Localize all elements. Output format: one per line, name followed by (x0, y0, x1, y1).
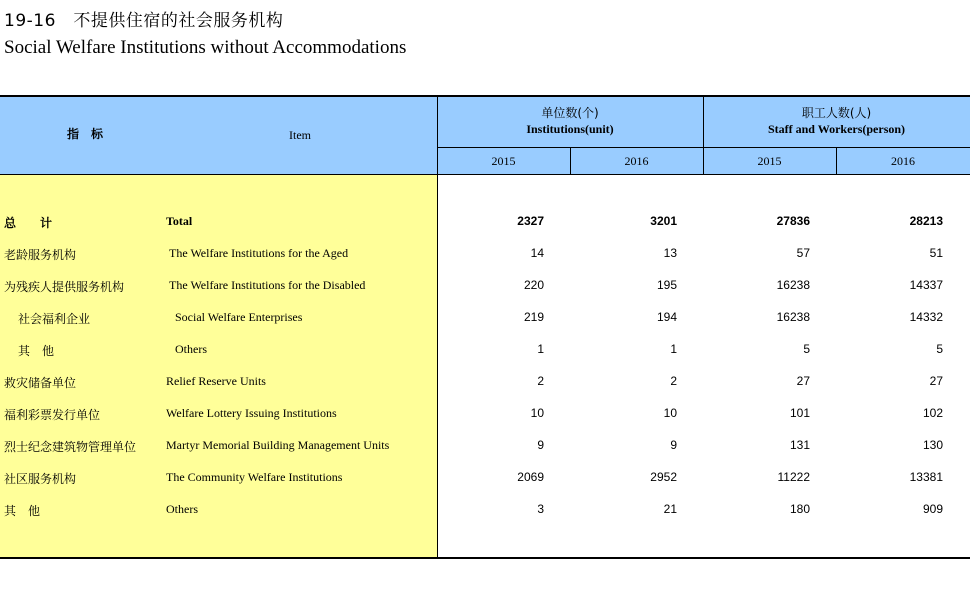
cell-inst-2016: 195 (656, 278, 677, 292)
data-table (0, 95, 970, 559)
cell-staff-2015: 180 (789, 502, 810, 516)
table-top-border (0, 95, 970, 97)
row-label-cn: 其 他 (4, 504, 41, 518)
cell-inst-2015: 1 (537, 342, 544, 356)
row-label-en: The Community Welfare Institutions (166, 470, 343, 484)
row-label-cn: 其 他 (18, 344, 55, 358)
table-row (0, 238, 970, 270)
row-label-cn: 总 计 (4, 216, 53, 230)
table-row (0, 302, 970, 334)
table-row (0, 462, 970, 494)
row-label-en: Total (166, 214, 193, 228)
cell-staff-2016: 51 (929, 246, 943, 260)
cell-staff-2016: 909 (922, 502, 943, 516)
header-year-staff-2015: 2015 (757, 154, 782, 168)
cell-inst-2016: 1 (670, 342, 677, 356)
row-label-cn: 福利彩票发行单位 (4, 408, 101, 422)
cell-staff-2015: 131 (789, 438, 810, 452)
cell-inst-2016: 2 (670, 374, 677, 388)
table-row (0, 398, 970, 430)
cell-staff-2015: 57 (796, 246, 810, 260)
header-year-inst-2016: 2016 (624, 154, 649, 168)
cell-inst-2016: 194 (656, 310, 677, 324)
header-year-inst-2015: 2015 (491, 154, 516, 168)
row-label-cn: 老龄服务机构 (4, 248, 77, 262)
cell-inst-2016: 21 (663, 502, 677, 516)
cell-staff-2015: 27 (796, 374, 810, 388)
cell-staff-2015: 16238 (776, 278, 810, 292)
row-label-en: Welfare Lottery Issuing Institutions (166, 406, 337, 420)
cell-staff-2015: 101 (789, 406, 810, 420)
cell-staff-2016: 28213 (909, 214, 943, 228)
cell-inst-2016: 2952 (650, 470, 677, 484)
header-year-staff-2016: 2016 (891, 154, 915, 168)
header-staff: 职工人数(人) Staff and Workers(person) (767, 106, 906, 136)
cell-inst-2015: 10 (530, 406, 544, 420)
row-label-en: Others (175, 342, 207, 356)
cell-staff-2016: 130 (922, 438, 943, 452)
row-label-cn: 社会福利企业 (18, 312, 91, 326)
cell-inst-2015: 9 (537, 438, 544, 452)
cell-staff-2015: 11222 (777, 470, 810, 484)
cell-staff-2015: 16238 (776, 310, 810, 324)
cell-staff-2016: 27 (929, 374, 943, 388)
cell-staff-2016: 14332 (909, 310, 943, 324)
cell-inst-2015: 2069 (517, 470, 544, 484)
header-institutions: 单位数(个) Institutions(unit) (526, 106, 614, 136)
cell-inst-2016: 10 (663, 406, 677, 420)
cell-inst-2016: 13 (663, 246, 677, 260)
cell-inst-2015: 2327 (517, 214, 544, 228)
table-row (0, 334, 970, 366)
table-row-total (0, 206, 970, 238)
page-title-cn: 19-16 不提供住宿的社会服务机构 (4, 11, 284, 31)
row-label-en: The Welfare Institutions for the Aged (169, 246, 349, 260)
cell-inst-2016: 3201 (650, 214, 677, 228)
cell-inst-2015: 14 (530, 246, 544, 260)
cell-inst-2015: 3 (537, 502, 544, 516)
row-label-en: Relief Reserve Units (166, 374, 266, 388)
cell-inst-2016: 9 (670, 438, 677, 452)
page-title-en: Social Welfare Institutions without Accommodations (4, 37, 407, 58)
row-label-en: Others (166, 502, 198, 516)
cell-inst-2015: 2 (537, 374, 544, 388)
table-row (0, 494, 970, 526)
row-label-cn: 社区服务机构 (4, 472, 77, 486)
cell-staff-2016: 14337 (909, 278, 943, 292)
table-row (0, 430, 970, 462)
row-label-en: The Welfare Institutions for the Disabled (169, 278, 366, 292)
table-row (0, 270, 970, 302)
row-label-cn: 烈士纪念建筑物管理单位 (4, 440, 137, 454)
cell-staff-2016: 102 (922, 406, 943, 420)
cell-staff-2015: 27836 (776, 214, 810, 228)
cell-inst-2015: 219 (523, 310, 544, 324)
header-indicator-cn: 指 标 (66, 127, 103, 141)
table-bottom-border (0, 557, 970, 559)
cell-staff-2016: 5 (936, 342, 943, 356)
cell-staff-2015: 5 (803, 342, 810, 356)
header-bottom-border (0, 174, 970, 175)
row-label-cn: 救灾储备单位 (4, 376, 77, 390)
table-row (0, 366, 970, 398)
cell-staff-2016: 13381 (909, 470, 943, 484)
row-label-en: Social Welfare Enterprises (175, 310, 303, 324)
header-item-en: Item (289, 128, 311, 142)
row-label-en: Martyr Memorial Building Management Units (166, 438, 390, 452)
cell-inst-2015: 220 (523, 278, 544, 292)
row-label-cn: 为残疾人提供服务机构 (4, 280, 125, 294)
